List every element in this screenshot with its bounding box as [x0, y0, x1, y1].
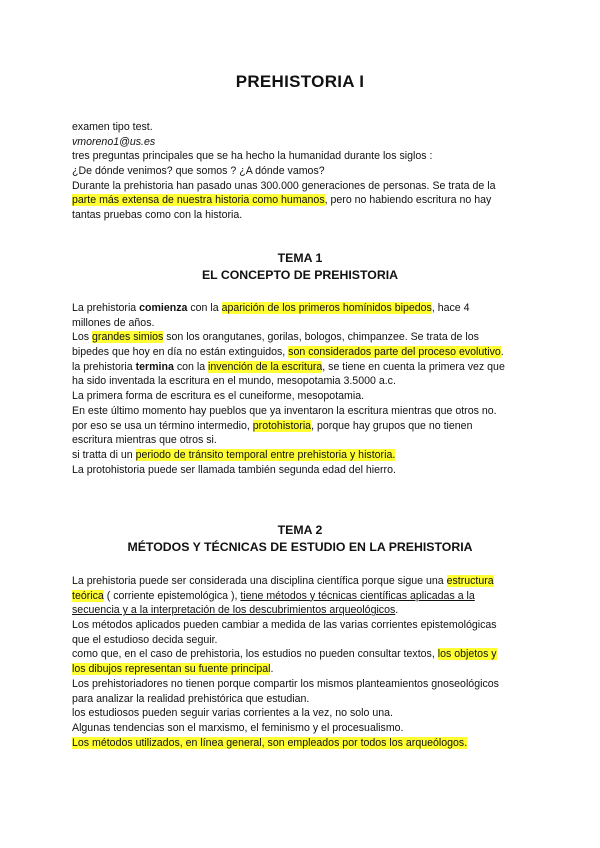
- highlight: aparición de los primeros homínidos bipedos: [221, 302, 432, 314]
- text-span: , porque hay grupos que no tienen: [311, 419, 473, 432]
- intro-line: [72, 193, 532, 208]
- highlight: los dibujos representan su fuente principal: [72, 663, 271, 676]
- intro-line: examen tipo test.: [72, 121, 153, 133]
- intro-block: [72, 120, 532, 223]
- highlight: periodo de tránsito temporal entre prehistoria y historia.: [135, 448, 396, 461]
- highlight: parte más extensa de nuestra historia como humanos: [72, 194, 325, 207]
- body-line: que el estudioso decida seguir.: [72, 633, 218, 646]
- text-span: con la: [187, 302, 222, 314]
- body-line: [72, 736, 532, 751]
- highlight: grandes simios: [92, 331, 164, 344]
- text-span: , hace 4: [431, 302, 470, 314]
- body-line: En este último momento hay pueblos que ya inventaron la escritura mientras que otros no.: [72, 404, 497, 417]
- body-line: [72, 419, 532, 434]
- tema1-title: EL CONCEPTO DE PREHISTORIA: [201, 268, 399, 282]
- body-line: La protohistoria puede ser llamada también segunda edad del hierro.: [72, 463, 396, 476]
- tema2-title: MÉTODOS Y TÉCNICAS DE ESTUDIO EN LA PREHISTORIA: [127, 540, 473, 554]
- tema1-body: [72, 301, 532, 477]
- body-line: [72, 448, 532, 463]
- body-line: [72, 360, 532, 375]
- text-span: si tratta di un: [72, 448, 136, 461]
- text-span: la prehistoria: [72, 360, 136, 373]
- body-line: [72, 647, 532, 662]
- body-line: millones de años.: [72, 316, 155, 329]
- body-line: Algunas tendencias son el marxismo, el feminismo y el procesualismo.: [72, 721, 404, 734]
- body-line: [72, 589, 532, 604]
- text-span: por eso se usa un término intermedio,: [72, 419, 253, 432]
- body-line: [72, 301, 532, 316]
- body-line: Los prehistoriadores no tienen porque compartir los mismos planteamientos gnoseológicos: [72, 677, 499, 690]
- bold-text: comienza: [139, 302, 188, 314]
- body-line: [72, 574, 532, 589]
- highlight: invención de la escritura: [208, 360, 323, 373]
- underlined-text: tiene métodos y técnicas científicas aplicadas a la: [240, 589, 475, 602]
- text-span: .: [270, 663, 274, 676]
- text-span: .: [395, 604, 399, 617]
- email-text: vmoreno1@us.es: [72, 135, 156, 148]
- body-line: La primera forma de escritura es el cuneiforme, mesopotamia.: [72, 390, 365, 403]
- highlight: teórica: [72, 589, 104, 602]
- text-span: La prehistoria puede ser considerada una disciplina científica porque sigue una: [72, 575, 447, 587]
- body-line: para analizar la realidad prehistórica que estudian.: [72, 692, 310, 705]
- text-span: son los orangutanes, gorilas, bologos, chimpanzee. Se trata de los: [163, 331, 479, 344]
- bold-text: termina: [135, 360, 174, 373]
- text-span: como que, en el caso de prehistoria, los estudios no pueden consultar textos,: [72, 648, 438, 661]
- underlined-text: secuencia y a la interpretación de los descubrimientos arqueológicos: [72, 604, 396, 617]
- body-line: los estudiosos pueden seguir varias corrientes a la vez, no solo una.: [72, 707, 393, 720]
- intro-line: tantas pruebas como con la historia.: [72, 209, 243, 222]
- text-span: La prehistoria: [72, 302, 140, 314]
- intro-line: tres preguntas principales que se ha hecho la humanidad durante los siglos :: [72, 150, 433, 163]
- text-span: , se tiene en cuenta la primera vez que: [322, 360, 505, 373]
- intro-line: ¿De dónde venimos? que somos ? ¿A dónde vamos?: [72, 165, 325, 178]
- body-line: escritura mientras que otros si.: [72, 434, 217, 447]
- page-title: PREHISTORIA I: [235, 72, 365, 91]
- highlight: Los métodos utilizados, en línea general, son empleados por todos los arqueólogos.: [72, 736, 468, 749]
- text-span: con la: [173, 360, 209, 373]
- highlight: son considerados parte del proceso evolutivo: [288, 346, 501, 359]
- body-line: [72, 330, 532, 345]
- text-span: bipedes que hoy en día no están extinguidos,: [72, 346, 289, 359]
- highlight: los objetos y: [437, 648, 497, 661]
- body-line: Los métodos aplicados pueden cambiar a medida de las varias corrientes epistemológicas: [72, 619, 497, 632]
- highlight: estructura: [446, 575, 494, 587]
- text-span: , pero no habiendo escritura no hay: [324, 194, 492, 207]
- text-span: ( corriente epistemológica ),: [103, 589, 241, 602]
- text-span: .: [500, 346, 504, 359]
- body-line: ha sido inventada la escritura en el mundo, mesopotamia 3.5000 a.c.: [72, 375, 396, 388]
- tema2-number: TEMA 2: [277, 523, 323, 537]
- body-line: [72, 662, 532, 677]
- body-line: [72, 345, 532, 360]
- intro-line: Durante la prehistoria han pasado unas 300.000 generaciones de personas. Se trata de la: [72, 179, 496, 192]
- body-line: [72, 603, 532, 618]
- highlight: protohistoria: [252, 419, 312, 432]
- tema2-body: [72, 574, 532, 750]
- text-span: Los: [72, 331, 93, 344]
- tema1-number: TEMA 1: [277, 251, 323, 265]
